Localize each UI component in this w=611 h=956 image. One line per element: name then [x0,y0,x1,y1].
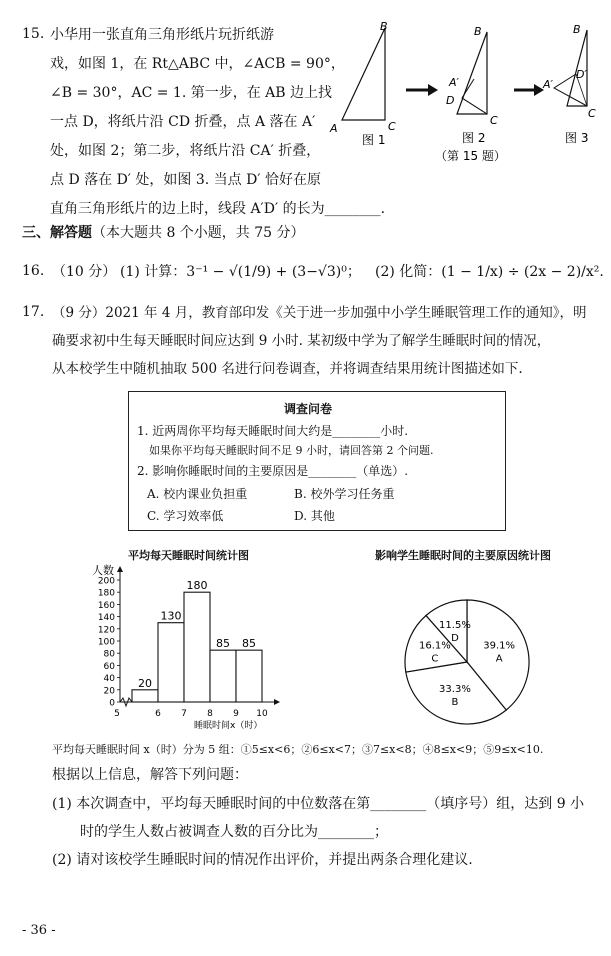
hist-bar [158,623,184,702]
fig2-label-D: D [446,94,455,107]
hist-x-arrow [274,699,280,705]
hist-y-tick-label: 80 [103,649,115,660]
hist-bar-label: 85 [216,637,230,651]
fig2-label-A1: A′ [449,76,460,89]
hist-bar [132,690,158,702]
page-number: - 36 - [22,923,56,938]
q17-number: 17. [22,304,45,320]
q17-line-3: 从本校学生中随机抽取 500 名进行问卷调查，并将调查结果用统计图描述如下. [52,361,523,377]
hist-y-tick-label: 40 [103,674,115,685]
hist-x-tick-label: 5 [114,709,120,719]
pie-slice-label: A [495,653,503,665]
hist-y-label: 人数 [92,564,114,577]
q16-part1: (1) 计算：3⁻¹ − √(1/9) + (3−√3)⁰； [120,264,361,280]
pie-title: 影响学生睡眠时间的主要原因统计图 [375,549,551,562]
survey-line-3: 2. 影响你睡眠时间的主要原因是________（单选）. [137,464,409,478]
fig2-triangle [446,25,498,127]
arrow-2 [514,84,544,96]
hist-bar [236,650,262,702]
pie-slice-percent: 39.1% [483,640,516,652]
pie-slice-percent: 33.3% [439,683,471,695]
hist-x-label: 睡眠时间x（时） [194,721,263,731]
q15-line-7: 直角三角形纸片的边上时，线段 A′D′ 的长为________. [50,201,386,217]
fig1-triangle [329,20,396,135]
arrow-1 [406,84,438,96]
hist-y-arrow [117,566,123,572]
survey-option-c: C. 学习效率低 [147,509,224,523]
pie-slice-percent: 11.5% [439,620,471,632]
fig3-caption: 图 3 [565,131,589,145]
q15-line-1: 小华用一张直角三角形纸片玩折纸游 [50,27,274,43]
q15-number: 15. [22,26,45,42]
section3-title: 三、解答题 [22,225,92,241]
q15-line-2: 戏，如图 1，在 Rt△ABC 中，∠ACB = 90°， [50,56,345,72]
hist-x-tick-label: 8 [207,709,213,719]
q17-tail-3: 时的学生人数占被调查人数的百分比为________； [80,824,388,840]
fig-group-caption: （第 15 题） [435,149,506,163]
q17-tail-1: 根据以上信息，解答下列问题： [52,767,248,783]
hist-bar-label: 85 [242,637,256,651]
q17-tail-2: (1) 本次调查中，平均每天睡眠时间的中位数落在第________（填序号）组，达到 9 小 [52,796,585,812]
q15-line-4: 一点 D，将纸片沿 CD 折叠，点 A 落在 A′ [50,114,316,130]
q15-line-5: 处，如图 2；第二步，将纸片沿 CA′ 折叠， [50,143,321,159]
fig1-label-A: A [330,122,338,135]
histogram-title: 平均每天睡眠时间统计图 [128,549,249,562]
hist-bar [184,592,210,702]
fig3-label-C: C [588,107,596,120]
fig3-label-B: B [573,23,581,36]
histogram-chart [70,560,310,740]
survey-option-a: A. 校内课业负担重 [147,487,248,501]
survey-box [128,391,506,531]
fig3-label-D1: D′ [576,68,587,81]
hist-y-tick-label: 60 [103,661,115,672]
survey-option-b: B. 校外学习任务重 [294,487,395,501]
fig3-triangle [542,23,596,120]
q15-figures [322,18,607,168]
hist-y-tick-label: 200 [97,576,115,587]
fig1-caption: 图 1 [362,133,386,147]
hist-y-tick-label: 0 [109,698,115,709]
hist-y-tick-label: 120 [97,625,115,636]
hist-y-tick-label: 140 [97,613,115,624]
pie-slice-percent: 16.1% [418,640,451,652]
hist-y-tick-label: 20 [103,686,115,697]
pie-slice-label: B [451,696,459,708]
q17-footnote: 平均每天睡眠时间 x（时）分为 5 组：①5≤x<6；②6≤x<7；③7≤x<8；④8≤x<9；⑤9≤x<10. [52,743,544,756]
hist-bar [210,650,236,702]
survey-title: 调查问卷 [284,402,333,416]
fig1-label-C: C [388,120,396,133]
q17-line-1: （9 分）2021 年 4 月，教育部印发《关于进一步加强中小学生睡眠管理工作的通知》，明 [52,305,587,321]
fig2-label-B: B [474,25,482,38]
hist-x-tick-label: 10 [256,709,268,719]
hist-x-tick-label: 6 [155,709,161,719]
hist-y-tick-label: 160 [97,600,115,611]
pie-chart [400,595,535,730]
hist-bar-label: 20 [138,676,152,690]
fig2-label-C: C [490,114,498,127]
pie-slice-label: C [431,653,439,665]
section3-heading [22,224,305,242]
hist-y-tick-label: 100 [97,637,115,648]
hist-bar-label: 180 [186,579,208,593]
survey-line-1: 1. 近两周你平均每天睡眠时间大约是________小时. [137,424,409,438]
q17-line-2: 确要求初中生每天睡眠时间应达到 9 小时. 某初级中学为了解学生睡眠时间的情况， [52,333,551,349]
pie-slice-label: D [451,633,459,645]
q15-line-6: 点 D 落在 D′ 处，如图 3. 当点 D′ 恰好在原 [50,172,321,188]
section3-note: （本大题共 8 个小题，共 75 分） [92,225,305,241]
hist-x-tick-label: 7 [181,709,187,719]
fig1-label-B: B [380,20,388,33]
q16-part2: (2) 化简：(1 − 1/x) ÷ (2x − 2)/x². [375,264,604,280]
q16-score: （10 分） [52,264,117,280]
fig2-caption: 图 2 [462,131,486,145]
survey-option-d: D. 其他 [294,509,335,523]
hist-y-tick-label: 180 [97,588,115,599]
q15-line-3: ∠B = 30°，AC = 1. 第一步，在 AB 边上找 [50,85,333,101]
q17-tail-4: (2) 请对该校学生睡眠时间的情况作出评价，并提出两条合理化建议. [52,852,473,868]
survey-line-2: 如果你平均每天睡眠时间不足 9 小时，请回答第 2 个问题. [149,444,434,457]
q16-number: 16. [22,263,45,279]
hist-x-tick-label: 9 [233,709,239,719]
hist-bar-label: 130 [160,609,182,623]
fig3-label-A1: A′ [543,78,554,91]
